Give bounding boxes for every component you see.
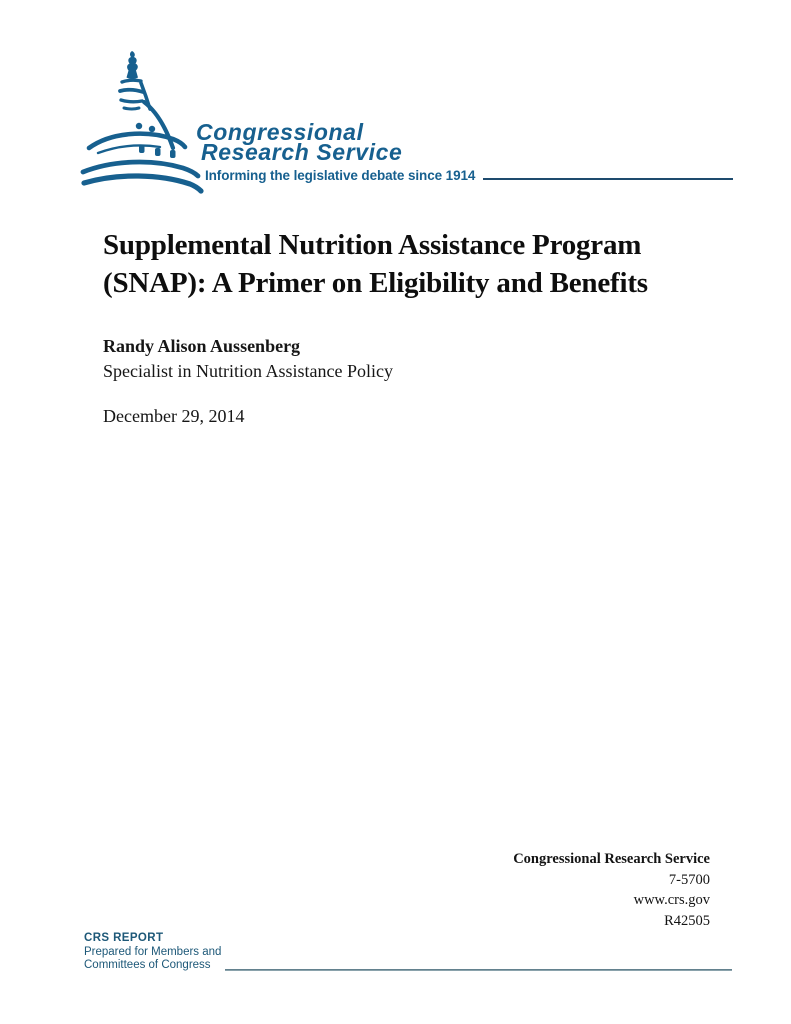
footer-report-type-block <box>84 932 732 973</box>
footer-org-name: Congressional Research Service <box>513 851 710 867</box>
author-block <box>103 334 393 384</box>
author-name: Randy Alison Aussenberg <box>103 336 301 356</box>
report-number: R42505 <box>664 912 710 929</box>
author-role: Specialist in Nutrition Assistance Policy <box>103 361 393 381</box>
footer-phone: 7-5700 <box>668 871 710 888</box>
report-title <box>103 226 743 302</box>
report-date: December 29, 2014 <box>103 406 245 426</box>
footer-prepared-line2: Committees of Congress <box>84 959 211 971</box>
footer-website-link[interactable]: www.crs.gov <box>633 892 710 908</box>
crs-logo-wordmark <box>196 119 403 165</box>
footer-contact-block <box>513 849 710 931</box>
logo-name-line1: Congressional <box>196 119 364 145</box>
tagline-divider-line <box>483 178 733 180</box>
capitol-dome-icon <box>80 46 206 194</box>
logo-tagline-row <box>205 168 733 183</box>
logo-tagline: Informing the legislative debate since 1914 <box>205 168 476 183</box>
report-title-line1: Supplemental Nutrition Assistance Program <box>103 229 642 261</box>
footer-prepared-line1: Prepared for Members and <box>84 945 222 958</box>
crs-report-label: CRS REPORT <box>84 932 164 944</box>
footer-divider-line <box>225 969 732 971</box>
logo-name-line2: Research Service <box>201 139 403 165</box>
report-title-line2: (SNAP): A Primer on Eligibility and Benefits <box>103 267 648 299</box>
